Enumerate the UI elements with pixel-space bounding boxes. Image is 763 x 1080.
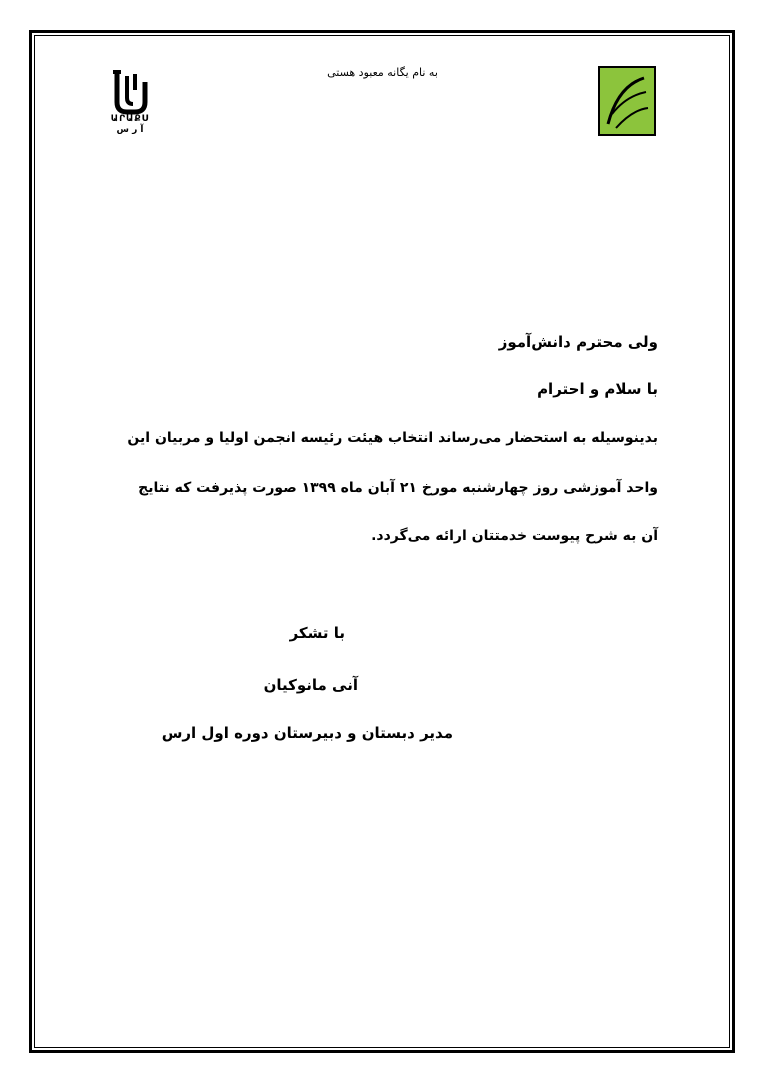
salutation: ولی محترم دانش‌آموز <box>498 333 658 351</box>
header-invocation: به نام یگانه معبود هستی <box>327 66 438 79</box>
signer-title: مدیر دبستان و دبیرستان دوره اول ارس <box>161 724 453 742</box>
closing: با تشکر <box>289 624 345 642</box>
greeting: با سلام و احترام <box>537 380 658 398</box>
excellence-seal-text <box>598 140 656 141</box>
body-line-1: بدینوسیله به استحضار می‌رساند انتخاب هیئت رئیسه انجمن اولیا و مربیان این <box>127 430 658 446</box>
excellence-seal-icon <box>598 66 656 136</box>
body-line-2: واحد آموزشی روز چهارشنبه مورخ ۲۱ آبان ماه ۱۳۹۹ صورت پذیرفت که نتایج <box>138 480 658 496</box>
body-line-3: آن به شرح پیوست خدمتتان ارائه می‌گردد. <box>371 528 658 544</box>
school-logo-latin: ԱՐԱՔՍ <box>110 114 150 124</box>
school-logo-persian: آ ر س <box>116 125 144 135</box>
excellence-seal <box>598 66 656 136</box>
signer-name: آنی مانوکیان <box>263 676 358 694</box>
